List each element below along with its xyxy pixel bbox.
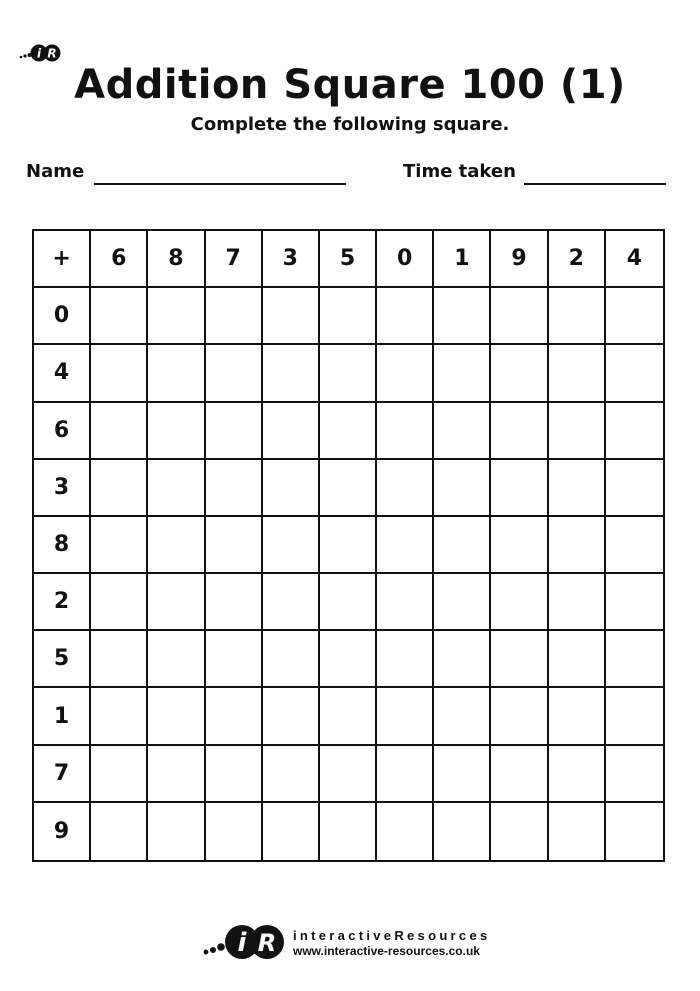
answer-cell[interactable]: [549, 574, 606, 631]
row-header: 6: [34, 403, 91, 460]
column-header: 0: [377, 231, 434, 288]
column-header: 6: [91, 231, 148, 288]
row-header: 1: [34, 688, 91, 745]
svg-text:R: R: [47, 46, 57, 61]
footer-brand: interactiveResources: [293, 928, 491, 943]
answer-cell[interactable]: [377, 803, 434, 860]
answer-cell[interactable]: [549, 688, 606, 745]
answer-cell[interactable]: [91, 631, 148, 688]
answer-cell[interactable]: [491, 803, 548, 860]
answer-cell[interactable]: [206, 803, 263, 860]
answer-cell[interactable]: [91, 574, 148, 631]
answer-cell[interactable]: [434, 345, 491, 402]
name-label: Name: [26, 161, 85, 182]
row-header: 0: [34, 288, 91, 345]
answer-cell[interactable]: [606, 803, 663, 860]
footer-url: www.interactive-resources.co.uk: [293, 944, 480, 958]
answer-cell[interactable]: [320, 803, 377, 860]
ir-logo-icon: [18, 42, 62, 64]
answer-cell[interactable]: [606, 746, 663, 803]
answer-cell[interactable]: [148, 631, 205, 688]
answer-cell[interactable]: [91, 403, 148, 460]
time-taken-field[interactable]: [524, 183, 666, 185]
answer-cell[interactable]: [377, 517, 434, 574]
answer-cell[interactable]: [148, 517, 205, 574]
answer-cell[interactable]: [263, 746, 320, 803]
svg-text:i: i: [237, 928, 247, 958]
answer-cell[interactable]: [491, 403, 548, 460]
answer-cell[interactable]: [320, 517, 377, 574]
answer-cell[interactable]: [606, 288, 663, 345]
answer-cell[interactable]: [434, 746, 491, 803]
answer-cell[interactable]: [263, 288, 320, 345]
answer-cell[interactable]: [606, 403, 663, 460]
answer-cell[interactable]: [206, 574, 263, 631]
answer-cell[interactable]: [263, 517, 320, 574]
name-field[interactable]: [94, 183, 346, 185]
answer-cell[interactable]: [377, 403, 434, 460]
answer-cell[interactable]: [91, 746, 148, 803]
answer-cell[interactable]: [263, 403, 320, 460]
answer-cell[interactable]: [377, 345, 434, 402]
row-header: 4: [34, 345, 91, 402]
row-header: 2: [34, 574, 91, 631]
answer-cell[interactable]: [148, 403, 205, 460]
answer-cell[interactable]: [320, 345, 377, 402]
answer-cell[interactable]: [320, 631, 377, 688]
answer-cell[interactable]: [491, 631, 548, 688]
answer-cell[interactable]: [91, 288, 148, 345]
answer-cell[interactable]: [206, 688, 263, 745]
answer-cell[interactable]: [606, 460, 663, 517]
answer-cell[interactable]: [206, 288, 263, 345]
answer-cell[interactable]: [148, 574, 205, 631]
column-header: 9: [491, 231, 548, 288]
column-header: 5: [320, 231, 377, 288]
column-header: 8: [148, 231, 205, 288]
page-title: Addition Square 100 (1): [74, 62, 626, 108]
answer-cell[interactable]: [549, 403, 606, 460]
answer-cell[interactable]: [377, 288, 434, 345]
instructions: Complete the following square.: [190, 114, 510, 135]
answer-cell[interactable]: [549, 345, 606, 402]
answer-cell[interactable]: [549, 517, 606, 574]
answer-cell[interactable]: [206, 460, 263, 517]
answer-cell[interactable]: [91, 688, 148, 745]
column-header: 1: [434, 231, 491, 288]
column-header: 3: [263, 231, 320, 288]
answer-cell[interactable]: [491, 345, 548, 402]
row-header: 5: [34, 631, 91, 688]
answer-cell[interactable]: [549, 746, 606, 803]
column-header: 2: [549, 231, 606, 288]
answer-cell[interactable]: [91, 345, 148, 402]
answer-cell[interactable]: [434, 517, 491, 574]
answer-cell[interactable]: [434, 631, 491, 688]
answer-cell[interactable]: [549, 631, 606, 688]
row-header: 9: [34, 803, 91, 860]
answer-cell[interactable]: [549, 803, 606, 860]
corner-plus-sign: +: [34, 231, 91, 288]
answer-cell[interactable]: [263, 345, 320, 402]
answer-cell[interactable]: [148, 288, 205, 345]
answer-cell[interactable]: [491, 746, 548, 803]
answer-cell[interactable]: [377, 460, 434, 517]
answer-cell[interactable]: [148, 746, 205, 803]
answer-cell[interactable]: [377, 688, 434, 745]
answer-cell[interactable]: [606, 345, 663, 402]
answer-cell[interactable]: [206, 746, 263, 803]
svg-text:R: R: [257, 929, 277, 957]
answer-cell[interactable]: [148, 345, 205, 402]
svg-text:i: i: [36, 46, 42, 61]
answer-cell[interactable]: [148, 688, 205, 745]
answer-cell[interactable]: [377, 631, 434, 688]
answer-cell[interactable]: [206, 403, 263, 460]
column-header: 4: [606, 231, 663, 288]
answer-cell[interactable]: [206, 345, 263, 402]
answer-cell[interactable]: [606, 688, 663, 745]
answer-cell[interactable]: [491, 517, 548, 574]
interactive-resources-logo-icon: [200, 920, 288, 964]
answer-cell[interactable]: [434, 460, 491, 517]
answer-cell[interactable]: [320, 403, 377, 460]
answer-cell[interactable]: [320, 688, 377, 745]
answer-cell[interactable]: [491, 288, 548, 345]
answer-cell[interactable]: [434, 288, 491, 345]
answer-cell[interactable]: [434, 688, 491, 745]
answer-cell[interactable]: [320, 288, 377, 345]
answer-cell[interactable]: [491, 574, 548, 631]
answer-cell[interactable]: [206, 517, 263, 574]
answer-cell[interactable]: [206, 631, 263, 688]
answer-cell[interactable]: [263, 460, 320, 517]
answer-cell[interactable]: [148, 460, 205, 517]
answer-cell[interactable]: [606, 517, 663, 574]
answer-cell[interactable]: [91, 803, 148, 860]
answer-cell[interactable]: [377, 746, 434, 803]
row-header: 8: [34, 517, 91, 574]
answer-cell[interactable]: [91, 517, 148, 574]
answer-cell[interactable]: [377, 574, 434, 631]
answer-cell[interactable]: [434, 403, 491, 460]
answer-cell[interactable]: [91, 460, 148, 517]
answer-cell[interactable]: [606, 574, 663, 631]
answer-cell[interactable]: [606, 631, 663, 688]
answer-cell[interactable]: [263, 688, 320, 745]
answer-cell[interactable]: [549, 460, 606, 517]
answer-cell[interactable]: [549, 288, 606, 345]
answer-cell[interactable]: [320, 746, 377, 803]
answer-cell[interactable]: [148, 803, 205, 860]
time-taken-label: Time taken: [403, 161, 516, 182]
column-header: 7: [206, 231, 263, 288]
answer-cell[interactable]: [320, 574, 377, 631]
answer-cell[interactable]: [434, 803, 491, 860]
answer-cell[interactable]: [320, 460, 377, 517]
row-header: 7: [34, 746, 91, 803]
answer-cell[interactable]: [263, 631, 320, 688]
addition-square-grid: [32, 229, 665, 862]
answer-cell[interactable]: [491, 460, 548, 517]
answer-cell[interactable]: [491, 688, 548, 745]
row-header: 3: [34, 460, 91, 517]
answer-cell[interactable]: [263, 574, 320, 631]
answer-cell[interactable]: [434, 574, 491, 631]
answer-cell[interactable]: [263, 803, 320, 860]
